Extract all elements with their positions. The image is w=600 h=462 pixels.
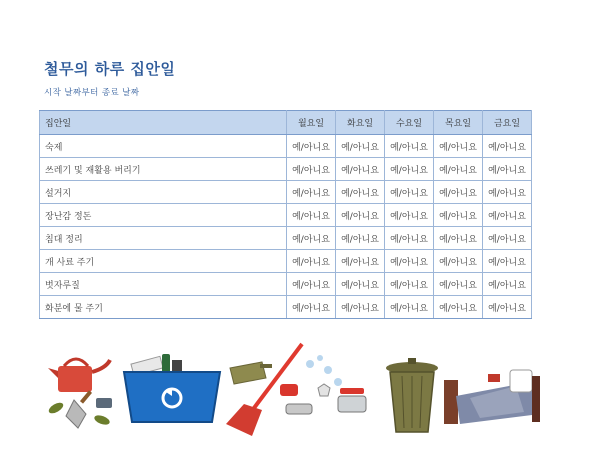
yes-no-cell-tue[interactable]: 예/아니요 <box>336 135 385 158</box>
yes-no-cell-fri[interactable]: 예/아니요 <box>483 273 532 296</box>
yes-no-cell-wed[interactable]: 예/아니요 <box>385 273 434 296</box>
chore-name: 벗자루질 <box>40 273 287 296</box>
day-header-wed: 수요일 <box>385 111 434 135</box>
table-row <box>40 250 532 273</box>
page-title: 철무의 하루 집안일 <box>44 60 176 78</box>
yes-no-cell-mon[interactable]: 예/아니요 <box>287 204 336 227</box>
yes-no-cell-thu[interactable]: 예/아니요 <box>434 296 483 319</box>
dustpan-icon <box>230 362 272 384</box>
yes-no-cell-wed[interactable]: 예/아니요 <box>385 296 434 319</box>
task-column-header: 집안일 <box>40 111 287 135</box>
chore-name: 화분에 물 주기 <box>40 296 287 319</box>
date-range-subtitle: 시작 날짜부터 종료 날짜 <box>44 88 140 98</box>
yes-no-cell-tue[interactable]: 예/아니요 <box>336 158 385 181</box>
yes-no-cell-mon[interactable]: 예/아니요 <box>287 296 336 319</box>
yes-no-cell-mon[interactable]: 예/아니요 <box>287 181 336 204</box>
chore-name: 쓰레기 및 재활용 버리기 <box>40 158 287 181</box>
watering-can-icon <box>48 359 110 392</box>
yes-no-cell-tue[interactable]: 예/아니요 <box>336 273 385 296</box>
chore-illustrations <box>40 338 560 438</box>
chore-name: 숙제 <box>40 135 287 158</box>
yes-no-cell-wed[interactable]: 예/아니요 <box>385 204 434 227</box>
yes-no-cell-thu[interactable]: 예/아니요 <box>434 273 483 296</box>
yes-no-cell-thu[interactable]: 예/아니요 <box>434 227 483 250</box>
yes-no-cell-tue[interactable]: 예/아니요 <box>336 296 385 319</box>
chore-table <box>39 110 532 319</box>
table-row <box>40 181 532 204</box>
dishes-icon <box>280 355 366 414</box>
yes-no-cell-fri[interactable]: 예/아니요 <box>483 250 532 273</box>
yes-no-cell-mon[interactable]: 예/아니요 <box>287 273 336 296</box>
yes-no-cell-thu[interactable]: 예/아니요 <box>434 181 483 204</box>
yes-no-cell-fri[interactable]: 예/아니요 <box>483 227 532 250</box>
day-header-tue: 화요일 <box>336 111 385 135</box>
yes-no-cell-tue[interactable]: 예/아니요 <box>336 250 385 273</box>
chore-name: 설거지 <box>40 181 287 204</box>
yes-no-cell-fri[interactable]: 예/아니요 <box>483 181 532 204</box>
yes-no-cell-fri[interactable]: 예/아니요 <box>483 158 532 181</box>
yes-no-cell-fri[interactable]: 예/아니요 <box>483 296 532 319</box>
yes-no-cell-wed[interactable]: 예/아니요 <box>385 158 434 181</box>
day-header-thu: 목요일 <box>434 111 483 135</box>
yes-no-cell-mon[interactable]: 예/아니요 <box>287 158 336 181</box>
unmade-bed-icon <box>444 370 540 424</box>
yes-no-cell-fri[interactable]: 예/아니요 <box>483 204 532 227</box>
table-row <box>40 296 532 319</box>
trash-can-icon <box>386 358 438 432</box>
chore-name: 개 사료 주기 <box>40 250 287 273</box>
yes-no-cell-wed[interactable]: 예/아니요 <box>385 135 434 158</box>
trowel-icon <box>47 390 112 428</box>
yes-no-cell-mon[interactable]: 예/아니요 <box>287 135 336 158</box>
table-row <box>40 204 532 227</box>
yes-no-cell-thu[interactable]: 예/아니요 <box>434 250 483 273</box>
table-row <box>40 227 532 250</box>
table-header-row <box>40 111 532 135</box>
yes-no-cell-mon[interactable]: 예/아니요 <box>287 227 336 250</box>
yes-no-cell-mon[interactable]: 예/아니요 <box>287 250 336 273</box>
chore-name: 장난감 정돈 <box>40 204 287 227</box>
table-row <box>40 273 532 296</box>
yes-no-cell-thu[interactable]: 예/아니요 <box>434 204 483 227</box>
chore-name: 침대 정리 <box>40 227 287 250</box>
yes-no-cell-thu[interactable]: 예/아니요 <box>434 158 483 181</box>
yes-no-cell-tue[interactable]: 예/아니요 <box>336 181 385 204</box>
recycling-bin-icon <box>124 354 220 422</box>
yes-no-cell-thu[interactable]: 예/아니요 <box>434 135 483 158</box>
yes-no-cell-wed[interactable]: 예/아니요 <box>385 250 434 273</box>
table-row <box>40 158 532 181</box>
yes-no-cell-wed[interactable]: 예/아니요 <box>385 181 434 204</box>
yes-no-cell-fri[interactable]: 예/아니요 <box>483 135 532 158</box>
yes-no-cell-tue[interactable]: 예/아니요 <box>336 227 385 250</box>
yes-no-cell-tue[interactable]: 예/아니요 <box>336 204 385 227</box>
day-header-mon: 월요일 <box>287 111 336 135</box>
day-header-fri: 금요일 <box>483 111 532 135</box>
table-row <box>40 135 532 158</box>
yes-no-cell-wed[interactable]: 예/아니요 <box>385 227 434 250</box>
